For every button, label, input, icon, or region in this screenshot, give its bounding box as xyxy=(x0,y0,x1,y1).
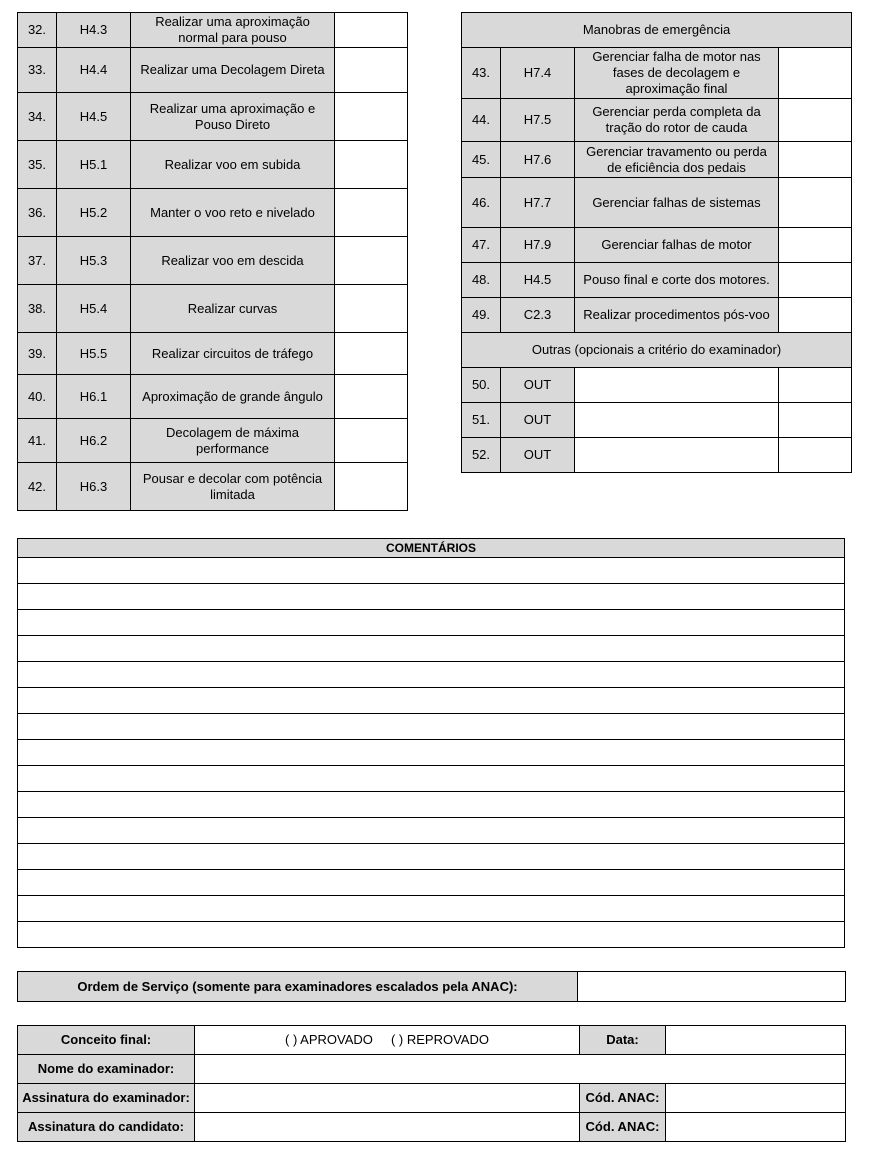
item-code: H4.5 xyxy=(501,263,575,298)
item-grade-field[interactable] xyxy=(335,419,408,463)
comments-table xyxy=(17,538,845,948)
item-description-field[interactable] xyxy=(575,368,779,403)
comment-line-field[interactable] xyxy=(18,610,845,636)
comments-header: COMENTÁRIOS xyxy=(18,539,845,558)
maneuver-row xyxy=(18,463,408,511)
right-maneuvers-body xyxy=(462,13,852,48)
item-number: 37. xyxy=(18,237,57,285)
item-grade-field[interactable] xyxy=(335,285,408,333)
item-description: Gerenciar travamento ou perda de eficiência dos pedais xyxy=(575,142,779,178)
comment-line-field[interactable] xyxy=(18,584,845,610)
comment-line xyxy=(18,688,845,714)
item-code: H7.4 xyxy=(501,48,575,99)
examiner-anac-code-field[interactable] xyxy=(666,1084,846,1113)
comment-line-field[interactable] xyxy=(18,870,845,896)
others-section xyxy=(462,333,852,368)
item-code: H4.4 xyxy=(57,48,131,93)
comment-line xyxy=(18,740,845,766)
item-code: H4.3 xyxy=(57,13,131,48)
maneuver-row xyxy=(462,178,852,228)
maneuver-row xyxy=(462,142,852,178)
item-description: Aproximação de grande ângulo xyxy=(131,375,335,419)
item-number: 48. xyxy=(462,263,501,298)
comment-line xyxy=(18,584,845,610)
item-number: 33. xyxy=(18,48,57,93)
item-code: H5.4 xyxy=(57,285,131,333)
maneuver-row xyxy=(462,228,852,263)
item-grade-field[interactable] xyxy=(779,298,852,333)
comment-line xyxy=(18,870,845,896)
item-number: 52. xyxy=(462,438,501,473)
comment-line xyxy=(18,922,845,948)
item-code: H4.5 xyxy=(57,93,131,141)
item-grade-field[interactable] xyxy=(335,237,408,285)
item-description-field[interactable] xyxy=(575,438,779,473)
maneuver-row xyxy=(462,298,852,333)
item-number: 45. xyxy=(462,142,501,178)
approved-option[interactable]: ( ) APROVADO xyxy=(285,1032,373,1047)
item-code: H7.9 xyxy=(501,228,575,263)
comment-line-field[interactable] xyxy=(18,740,845,766)
service-order-field[interactable] xyxy=(578,972,846,1002)
item-code: H6.2 xyxy=(57,419,131,463)
comment-line xyxy=(18,610,845,636)
date-label: Data: xyxy=(580,1026,666,1055)
maneuver-row xyxy=(18,13,408,48)
item-number: 46. xyxy=(462,178,501,228)
comment-line xyxy=(18,714,845,740)
maneuver-row xyxy=(462,263,852,298)
examiner-signature-label: Assinatura do examinador: xyxy=(18,1084,195,1113)
others-items xyxy=(462,368,852,473)
comment-line-field[interactable] xyxy=(18,844,845,870)
item-description: Realizar uma Decolagem Direta xyxy=(131,48,335,93)
item-code: H6.3 xyxy=(57,463,131,511)
examiner-name-field[interactable] xyxy=(195,1055,846,1084)
comment-line xyxy=(18,792,845,818)
item-description: Realizar circuitos de tráfego xyxy=(131,333,335,375)
item-grade-field[interactable] xyxy=(779,48,852,99)
item-grade-field[interactable] xyxy=(779,142,852,178)
comment-line-field[interactable] xyxy=(18,896,845,922)
item-code: OUT xyxy=(501,438,575,473)
maneuver-row xyxy=(462,403,852,438)
comment-line xyxy=(18,844,845,870)
item-grade-field[interactable] xyxy=(335,189,408,237)
comment-line-field[interactable] xyxy=(18,818,845,844)
item-code: H5.3 xyxy=(57,237,131,285)
item-description: Realizar procedimentos pós-voo xyxy=(575,298,779,333)
maneuver-row xyxy=(462,99,852,142)
item-description: Gerenciar falhas de motor xyxy=(575,228,779,263)
item-description: Decolagem de máxima performance xyxy=(131,419,335,463)
item-code: H5.1 xyxy=(57,141,131,189)
maneuver-row xyxy=(18,375,408,419)
item-number: 42. xyxy=(18,463,57,511)
item-number: 36. xyxy=(18,189,57,237)
examiner-signature-field[interactable] xyxy=(195,1084,580,1113)
item-description: Realizar uma aproximação normal para pouso xyxy=(131,13,335,48)
item-number: 51. xyxy=(462,403,501,438)
final-concept-label: Conceito final: xyxy=(18,1026,195,1055)
item-number: 43. xyxy=(462,48,501,99)
item-description: Realizar voo em descida xyxy=(131,237,335,285)
candidate-anac-code-label: Cód. ANAC: xyxy=(580,1113,666,1142)
item-code: C2.3 xyxy=(501,298,575,333)
item-grade-field[interactable] xyxy=(335,141,408,189)
comment-line-field[interactable] xyxy=(18,792,845,818)
maneuver-row xyxy=(18,141,408,189)
maneuver-row xyxy=(18,285,408,333)
maneuver-row xyxy=(18,333,408,375)
date-field[interactable] xyxy=(666,1026,846,1055)
item-description: Realizar voo em subida xyxy=(131,141,335,189)
comment-line-field[interactable] xyxy=(18,688,845,714)
comment-line xyxy=(18,558,845,584)
maneuver-row xyxy=(18,237,408,285)
item-description: Pousar e decolar com potência limitada xyxy=(131,463,335,511)
maneuver-row xyxy=(462,438,852,473)
emergency-header: Manobras de emergência xyxy=(462,13,852,48)
comments-body xyxy=(18,539,845,948)
item-grade-field[interactable] xyxy=(335,463,408,511)
comment-line xyxy=(18,818,845,844)
item-number: 34. xyxy=(18,93,57,141)
maneuver-row xyxy=(18,48,408,93)
item-description-field[interactable] xyxy=(575,403,779,438)
service-order-label: Ordem de Serviço (somente para examinadores escalados pela ANAC): xyxy=(18,972,578,1002)
item-code: H7.5 xyxy=(501,99,575,142)
comment-line xyxy=(18,662,845,688)
item-number: 47. xyxy=(462,228,501,263)
maneuver-row xyxy=(462,368,852,403)
item-code: H7.7 xyxy=(501,178,575,228)
item-number: 35. xyxy=(18,141,57,189)
service-order-table xyxy=(17,971,846,1002)
item-description: Gerenciar falhas de sistemas xyxy=(575,178,779,228)
others-header: Outras (opcionais a critério do examinador) xyxy=(462,333,852,368)
item-description: Realizar uma aproximação e Pouso Direto xyxy=(131,93,335,141)
item-number: 39. xyxy=(18,333,57,375)
comment-line-field[interactable] xyxy=(18,636,845,662)
item-grade-field[interactable] xyxy=(779,228,852,263)
item-description: Pouso final e corte dos motores. xyxy=(575,263,779,298)
item-code: H6.1 xyxy=(57,375,131,419)
item-code: OUT xyxy=(501,368,575,403)
item-grade-field[interactable] xyxy=(779,99,852,142)
right-maneuvers-table xyxy=(461,12,852,473)
examiner-name-label: Nome do examinador: xyxy=(18,1055,195,1084)
maneuver-row xyxy=(18,189,408,237)
item-grade-field[interactable] xyxy=(335,13,408,48)
comment-line xyxy=(18,636,845,662)
maneuver-row xyxy=(18,419,408,463)
item-grade-field[interactable] xyxy=(779,403,852,438)
item-code: H5.5 xyxy=(57,333,131,375)
item-description: Gerenciar perda completa da tração do rotor de cauda xyxy=(575,99,779,142)
item-number: 49. xyxy=(462,298,501,333)
item-number: 38. xyxy=(18,285,57,333)
comment-line xyxy=(18,896,845,922)
item-grade-field[interactable] xyxy=(779,178,852,228)
maneuver-row xyxy=(18,93,408,141)
item-description: Gerenciar falha de motor nas fases de decolagem e aproximação final xyxy=(575,48,779,99)
item-code: H5.2 xyxy=(57,189,131,237)
maneuver-row xyxy=(462,48,852,99)
comment-line-field[interactable] xyxy=(18,766,845,792)
examiner-anac-code-label: Cód. ANAC: xyxy=(580,1084,666,1113)
item-number: 41. xyxy=(18,419,57,463)
comment-line-field[interactable] xyxy=(18,922,845,948)
comment-line-field[interactable] xyxy=(18,558,845,584)
item-code: H7.6 xyxy=(501,142,575,178)
item-grade-field[interactable] xyxy=(335,333,408,375)
item-grade-field[interactable] xyxy=(779,368,852,403)
left-maneuvers-table xyxy=(17,12,408,511)
comment-line-field[interactable] xyxy=(18,714,845,740)
emergency-items xyxy=(462,48,852,333)
item-grade-field[interactable] xyxy=(779,263,852,298)
item-code: OUT xyxy=(501,403,575,438)
item-grade-field[interactable] xyxy=(335,375,408,419)
item-grade-field[interactable] xyxy=(335,93,408,141)
item-grade-field[interactable] xyxy=(335,48,408,93)
comment-line xyxy=(18,766,845,792)
candidate-signature-field[interactable] xyxy=(195,1113,580,1142)
comment-line-field[interactable] xyxy=(18,662,845,688)
candidate-signature-label: Assinatura do candidato: xyxy=(18,1113,195,1142)
item-description: Realizar curvas xyxy=(131,285,335,333)
item-number: 50. xyxy=(462,368,501,403)
item-number: 40. xyxy=(18,375,57,419)
rejected-option[interactable]: ( ) REPROVADO xyxy=(390,1032,489,1047)
item-grade-field[interactable] xyxy=(779,438,852,473)
item-number: 32. xyxy=(18,13,57,48)
left-maneuvers-body xyxy=(18,13,408,511)
item-description: Manter o voo reto e nivelado xyxy=(131,189,335,237)
candidate-anac-code-field[interactable] xyxy=(666,1113,846,1142)
final-concept-table xyxy=(17,1025,846,1142)
final-concept-options xyxy=(195,1026,580,1055)
item-number: 44. xyxy=(462,99,501,142)
